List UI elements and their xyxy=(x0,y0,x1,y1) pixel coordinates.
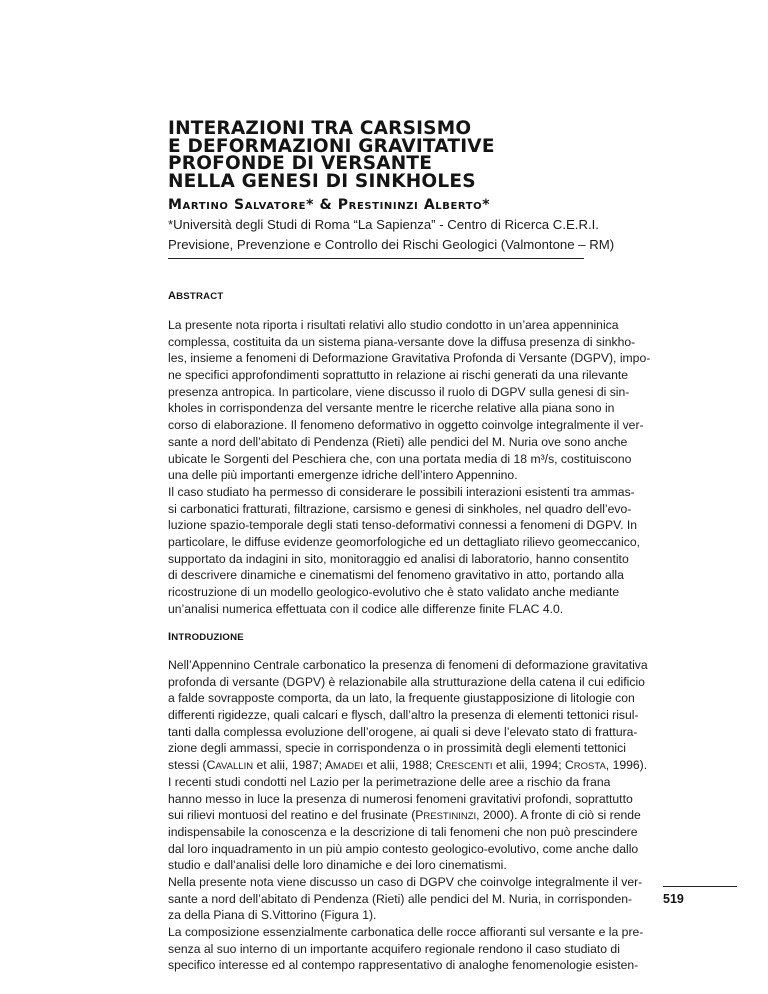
page-number: 519 xyxy=(663,892,684,906)
intro-line: La composizione essenzialmente carbonatica delle rocce affioranti sul versante e la pre- xyxy=(168,925,644,939)
intro-line: tanti dalla complessa evoluzione dell’orogene, ai quali si deve l’elevato stato di frattura- xyxy=(168,724,638,739)
abstract-line: ricostruzione di un modello geologico-evolutivo che è stato validato anche mediante xyxy=(168,585,620,599)
abstract-line: corso di elaborazione. Il fenomeno deformativo in oggetto coinvolge integralmente il ver- xyxy=(168,418,644,433)
authors: Martino Salvatore* & Prestininzi Alberto* xyxy=(168,197,491,213)
paper-title xyxy=(168,120,495,190)
intro-line: zione degli ammassi, specie in corrispondenza o in prossimità degli elementi tettonici xyxy=(168,741,626,756)
intro-line: specifico interesse ed al contempo rappresentativo di analoghe fenomenologie esisten- xyxy=(168,958,639,973)
intro-line: studio e dall’analisi delle loro dinamiche e dei loro cinematismi. xyxy=(168,858,507,873)
abstract-line: complessa, costituita da un sistema piana-versante dove la diffusa presenza di sinkho- xyxy=(168,334,636,349)
abstract-heading-initial: A xyxy=(168,290,177,302)
title-line: INTERAZIONI TRA CARSISMO xyxy=(168,118,472,139)
introduction-heading xyxy=(168,631,244,643)
abstract-line: sante a nord dell’abitato di Pendenza (Rieti) alle pendici del M. Nuria ove sono anche xyxy=(168,434,628,449)
introduction-body xyxy=(168,657,648,974)
header-divider xyxy=(168,258,584,259)
abstract-line: kholes in corrispondenza del versante mentre le ricerche relative alla piana sono in xyxy=(168,401,615,416)
intro-line: Nella presente nota viene discusso un caso di DGPV che coinvolge integralmente il ver- xyxy=(168,874,643,889)
abstract-line: un’analisi numerica effettuata con il codice alle differenze finite FLAC 4.0. xyxy=(168,601,564,616)
abstract-line: di descrivere dinamiche e cinematismi del fenomeno gravitativo in atto, portando alla xyxy=(168,568,624,583)
title-line: PROFONDE DI VERSANTE xyxy=(168,153,433,174)
intro-heading-rest: NTRODUZIONE xyxy=(171,632,244,643)
intro-line: sante a nord dell’abitato di Pendenza (Rieti) alle pendici del M. Nuria, in corrisponden- xyxy=(168,891,633,906)
intro-heading-initial: I xyxy=(168,631,172,643)
intro-line: za della Piana di S.Vittorino (Figura 1). xyxy=(168,908,377,923)
title-line: E DEFORMAZIONI GRAVITATIVE xyxy=(168,135,495,157)
intro-line: sui rilievi montuosi del reatino e del frusinate (PRESTININZI, 2000). A fronte di ciò si rende xyxy=(168,808,641,823)
intro-line: dal loro inquadramento in un più ampio contesto geologico-evolutivo, come anche dallo xyxy=(168,841,639,856)
affiliation-line: *Università degli Studi di Roma “La Sapienza” - Centro di Ricerca C.E.R.I. xyxy=(168,217,599,232)
abstract-line: les, insieme a fenomeni di Deformazione Gravitativa Profonda di Versante (DGPV), impo- xyxy=(168,351,651,366)
intro-line: senza al suo interno di un importante acquifero regionale rendono il caso studiato di xyxy=(168,941,620,956)
abstract-heading xyxy=(168,290,223,302)
abstract-line: supportato da indagini in sito, monitoraggio ed analisi di laboratorio, hanno consentito xyxy=(168,551,629,566)
abstract-line: Il caso studiato ha permesso di considerare le possibili interazioni esistenti tra ammas- xyxy=(168,484,635,499)
intro-line: I recenti studi condotti nel Lazio per la perimetrazione delle aree a rischio da frana xyxy=(168,774,611,789)
abstract-line: luzione spazio-temporale degli stati tenso-deformativi connessi a fenomeni di DGPV. In xyxy=(168,518,638,533)
abstract-line: particolare, le diffuse evidenze geomorfologiche ed un dettagliato rilievo geomeccanico, xyxy=(168,534,640,549)
intro-line: differenti rigidezze, quali calcari e flysch, dall’altro la presenza di elementi tettonici risul- xyxy=(168,708,639,723)
intro-line: indispensabile la conoscenza e la descrizione di tali fenomeni che non può prescindere xyxy=(168,824,638,839)
intro-line: hanno messo in luce la presenza di numerosi fenomeni gravitativi profondi, soprattutto xyxy=(168,791,633,806)
affiliation xyxy=(168,215,615,255)
abstract-line: una delle più importanti emergenze idriche dell’intero Appennino. xyxy=(168,468,518,483)
abstract-body xyxy=(168,317,651,617)
abstract-line: ne specifici approfondimenti soprattutto in relazione ai rischi generati da una rilevante xyxy=(168,368,629,383)
abstract-line: si carbonatici fratturati, filtrazione, carsismo e genesi di sinkholes, nel quadro dell’evo- xyxy=(168,501,632,516)
intro-line: a falde sovrapposte comporta, da un lato, la frequente giustapposizione di litologie con xyxy=(168,691,635,706)
intro-line: profonda di versante (DGPV) è relazionabile alla strutturazione della catena il cui edificio xyxy=(168,674,645,689)
intro-line: Nell’Appennino Centrale carbonatico la presenza di fenomeni di deformazione gravitativa xyxy=(168,658,648,672)
abstract-line: presenza antropica. In particolare, viene discusso il ruolo di DGPV sulla genesi di sin- xyxy=(168,384,630,399)
title-line: NELLA GENESI DI SINKHOLES xyxy=(168,170,476,192)
page-number-rule xyxy=(663,886,737,887)
affiliation-line: Previsione, Prevenzione e Controllo dei Rischi Geologici (Valmontone – RM) xyxy=(168,237,615,252)
intro-line: stessi (CAVALLIN et alii, 1987; AMADEI et alii, 1988; CRESCENTI et alii, 1994; CROSTA, 1996). xyxy=(168,758,648,773)
abstract-line: La presente nota riporta i risultati relativi allo studio condotto in un’area appenninica xyxy=(168,318,619,332)
abstract-heading-rest: BSTRACT xyxy=(176,291,224,302)
abstract-line: ubicate le Sorgenti del Peschiera che, con una portata media di 18 m³/s, costituiscono xyxy=(168,451,632,466)
